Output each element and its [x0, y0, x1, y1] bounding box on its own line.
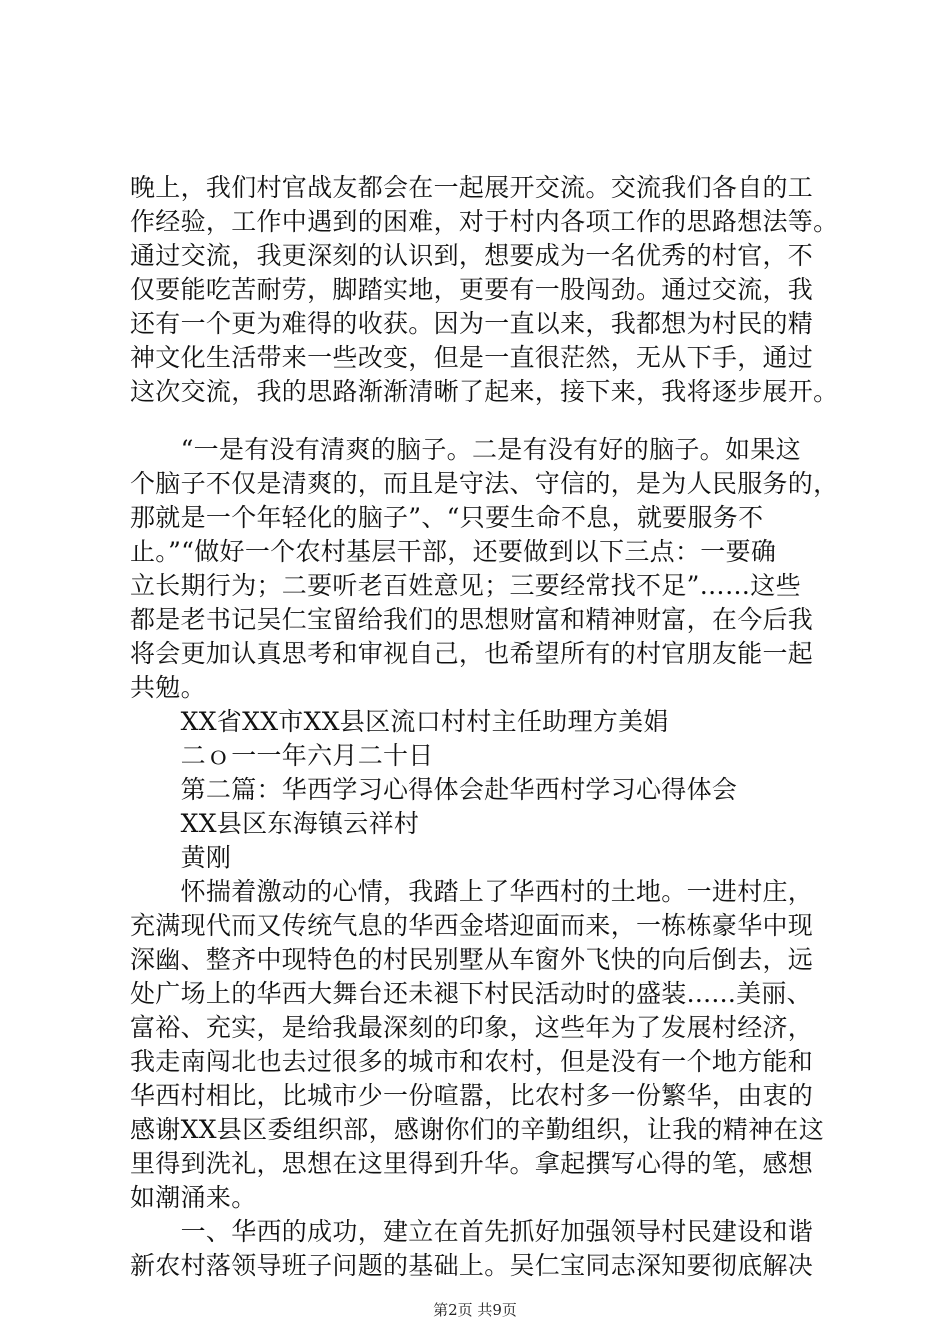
text-line: 立长期行为；二要听老百姓意见；三要经常找不足”……这些 [130, 571, 801, 600]
text-line: 个脑子不仅是清爽的，而且是守法、守信的，是为人民服务的， [130, 469, 839, 498]
text-line: 都是老书记吴仁宝留给我们的思想财富和精神财富，在今后我 [130, 605, 814, 634]
signature-line: XX省XX市XX县区流口村村主任助理方美娟 [130, 707, 669, 736]
text-line: 还有一个更为难得的收获。因为一直以来，我都想为村民的精 [130, 309, 814, 338]
text-line: 这次交流，我的思路渐渐清晰了起来，接下来，我将逐步展开。 [130, 377, 839, 406]
text-line: 如潮涌来。 [130, 1183, 257, 1212]
text-line: 华西村相比，比城市少一份喧嚣，比农村多一份繁华，由衷的 [130, 1081, 814, 1110]
author-affiliation: XX县区东海镇云祥村 [130, 809, 420, 838]
text-line: 我走南闯北也去过很多的城市和农村，但是没有一个地方能和 [130, 1047, 814, 1076]
date-line: 二ｏ一一年六月二十日 [130, 741, 434, 770]
text-line: 怀揣着激动的心情，我踏上了华西村的土地。一进村庄， [130, 877, 814, 906]
text-line: 里得到洗礼，思想在这里得到升华。拿起撰写心得的笔，感想 [130, 1149, 814, 1178]
text-line: 一、华西的成功，建立在首先抓好加强领导村民建设和谐 [130, 1217, 814, 1246]
text-line: 感谢XX县区委组织部，感谢你们的辛勤组织，让我的精神在这 [130, 1115, 824, 1144]
text-line: “一是有没有清爽的脑子。二是有没有好的脑子。如果这 [130, 435, 801, 464]
text-line: 将会更加认真思考和审视自己，也希望所有的村官朋友能一起 [130, 639, 814, 668]
text-line: 深幽、整齐中现特色的村民别墅从车窗外飞快的向后倒去，远 [130, 945, 814, 974]
page-number-footer: 第2页 共9页 [433, 1301, 517, 1319]
text-line: 仅要能吃苦耐劳，脚踏实地，更要有一股闯劲。通过交流，我 [130, 275, 814, 304]
text-line: 处广场上的华西大舞台还未褪下村民活动时的盛装......美丽、 [130, 979, 812, 1008]
text-line: 那就是一个年轻化的脑子”、“只要生命不息，就要服务不 [130, 503, 764, 532]
author-name: 黄刚 [130, 843, 232, 872]
text-line: 作经验，工作中遇到的困难，对于村内各项工作的思路想法等。 [130, 207, 839, 236]
text-line: 止。”“做好一个农村基层干部，还要做到以下三点：一要确 [130, 537, 777, 566]
text-line: 神文化生活带来一些改变，但是一直很茫然，无从下手，通过 [130, 343, 814, 372]
text-line: 新农村落领导班子问题的基础上。吴仁宝同志深知要彻底解决 [130, 1251, 814, 1280]
section-title: 第二篇：华西学习心得体会赴华西村学习心得体会 [130, 775, 738, 804]
text-line: 富裕、充实，是给我最深刻的印象，这些年为了发展村经济， [130, 1013, 814, 1042]
text-line: 通过交流，我更深刻的认识到，想要成为一名优秀的村官，不 [130, 241, 814, 270]
text-line: 充满现代而又传统气息的华西金塔迎面而来，一栋栋豪华中现 [130, 911, 814, 940]
text-line: 晚上，我们村官战友都会在一起展开交流。交流我们各自的工 [130, 173, 814, 202]
text-line: 共勉。 [130, 673, 206, 702]
